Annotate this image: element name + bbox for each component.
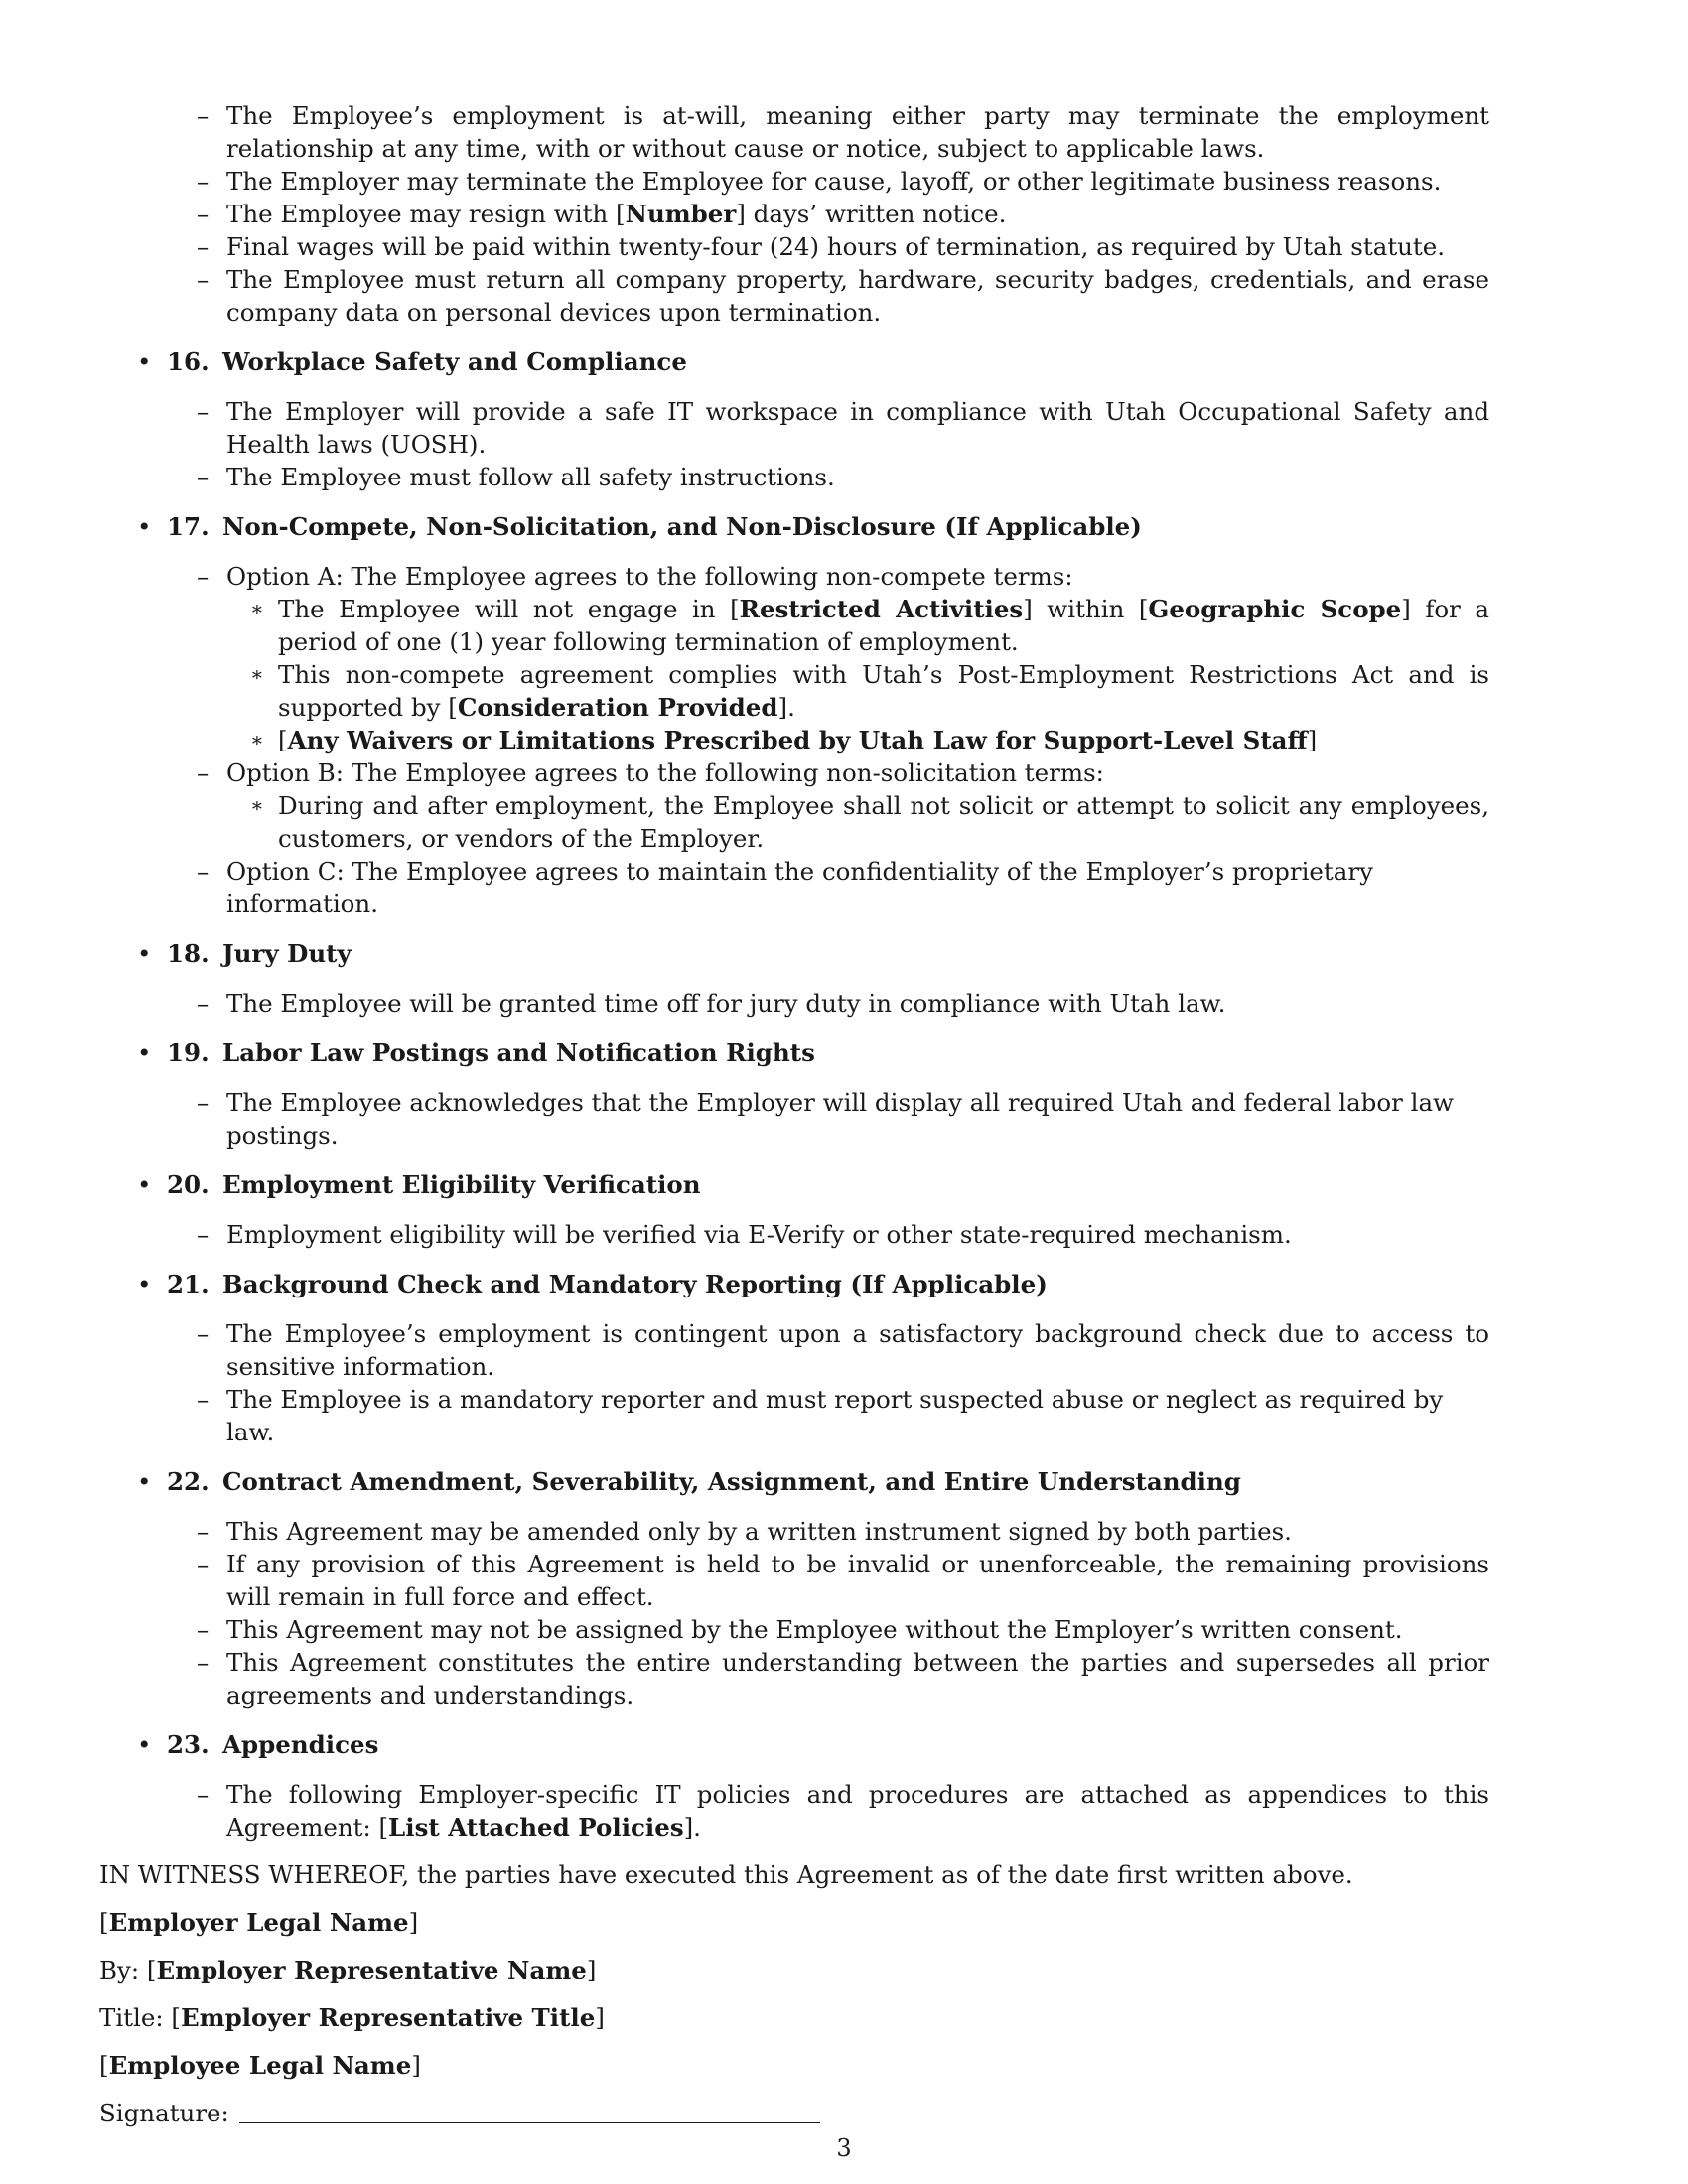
section-heading: • 22. Contract Amendment, Severability, Assignment, and Entire Understanding xyxy=(137,1467,1241,1496)
list-item: – The Employee must return all company property, hardware, security badges, credentials, and erase company data on personal devices upon termination. xyxy=(197,265,1489,327)
list-item: – The Employee is a mandatory reporter and must report suspected abuse or neglect as required by law. xyxy=(197,1385,1444,1446)
section-heading: • 19. Labor Law Postings and Notification Rights xyxy=(137,1038,815,1067)
item-text: The Employer will provide a safe IT workspace in compliance with Utah Occupational Safety and Health laws (UOSH). xyxy=(226,397,1489,459)
title-label: Title: xyxy=(99,2003,164,2032)
item-text: Option C: The Employee agrees to maintain the confidentiality of the Employer’s proprietary information. xyxy=(226,857,1373,918)
list-item: – Final wages will be paid within twenty-four (24) hours of termination, as required by Utah statute. xyxy=(197,232,1446,261)
section-number: 16. xyxy=(167,347,210,376)
employer-name-line: [Employer Legal Name] xyxy=(99,1908,419,1937)
sub-list-item: ∗ [Any Waivers or Limitations Prescribed by Utah Law for Support-Level Staff] xyxy=(250,726,1318,754)
item-text: This non-compete agreement complies with Utah’s Post-Employment Restrictions Act and is supported by [ xyxy=(278,660,1489,722)
placeholder-field: Employee Legal Name xyxy=(108,2051,412,2080)
section-heading: • 21. Background Check and Mandatory Reporting (If Applicable) xyxy=(137,1270,1048,1298)
list-item: – The following Employer-specific IT policies and procedures are attached as appendices to this Agreement: [List Attached Policies]. xyxy=(197,1780,1489,1842)
by-line: By: [Employer Representative Name] xyxy=(99,1956,597,1984)
signature-line xyxy=(99,2097,1589,2129)
item-text: This Agreement may not be assigned by the Employee without the Employer’s written consent. xyxy=(226,1615,1403,1644)
section-heading: • 23. Appendices xyxy=(137,1730,379,1759)
item-text: The following Employer-specific IT policies and procedures are attached as appendices to this Agreement: [ xyxy=(226,1780,1489,1842)
section-number: 21. xyxy=(167,1270,210,1298)
section-number: 22. xyxy=(167,1467,210,1496)
section-title: Labor Law Postings and Notification Rights xyxy=(222,1038,815,1067)
item-text: This Agreement constitutes the entire understanding between the parties and supersedes all prior agreements and understandings. xyxy=(226,1648,1489,1709)
section-heading: • 20. Employment Eligibility Verification xyxy=(137,1170,701,1199)
item-text: Option B: The Employee agrees to the following non-solicitation terms: xyxy=(226,758,1104,787)
section-number: 18. xyxy=(167,939,210,968)
item-text: The Employee may resign with [ xyxy=(226,200,626,228)
list-item: – The Employee’s employment is at-will, meaning either party may terminate the employment relationship at any time, with or without cause or notice, subject to applicable laws. xyxy=(197,101,1489,163)
placeholder-field: Consideration Provided xyxy=(457,693,778,722)
list-item: – The Employee must follow all safety instructions. xyxy=(197,463,835,491)
list-item: – The Employee’s employment is contingent upon a satisfactory background check due to access to sensitive information. xyxy=(197,1319,1489,1381)
item-text: The Employee must return all company property, hardware, security badges, credentials, and erase company data on personal devices upon termination. xyxy=(226,265,1489,327)
placeholder-field: Geographic Scope xyxy=(1148,595,1402,623)
sub-list-item: ∗ The Employee will not engage in [Restricted Activities] within [Geographic Scope] for a period of one (1) year following termination of employment. xyxy=(250,595,1489,656)
section-heading: • 16. Workplace Safety and Compliance xyxy=(137,347,687,376)
list-item: – This Agreement may not be assigned by the Employee without the Employer’s written consent. xyxy=(197,1615,1403,1644)
placeholder-field: Restricted Activities xyxy=(739,595,1024,623)
list-item: – The Employer will provide a safe IT workspace in compliance with Utah Occupational Safety and Health laws (UOSH). xyxy=(197,397,1489,459)
placeholder-field: List Attached Policies xyxy=(388,1813,684,1842)
witness-statement: IN WITNESS WHEREOF, the parties have executed this Agreement as of the date first written above. xyxy=(99,1860,1353,1889)
section-number: 20. xyxy=(167,1170,210,1199)
item-text: The Employer may terminate the Employee for cause, layoff, or other legitimate business reasons. xyxy=(226,167,1442,196)
list-item: – If any provision of this Agreement is held to be invalid or unenforceable, the remaining provisions will remain in full force and effect. xyxy=(197,1550,1489,1611)
list-item: – The Employer may terminate the Employee for cause, layoff, or other legitimate business reasons. xyxy=(197,167,1442,196)
section-title: Background Check and Mandatory Reporting (If Applicable) xyxy=(222,1270,1048,1298)
section-title: Employment Eligibility Verification xyxy=(222,1170,701,1199)
employee-name-line: [Employee Legal Name] xyxy=(99,2051,421,2080)
section-heading: • 17. Non-Compete, Non-Solicitation, and Non-Disclosure (If Applicable) xyxy=(137,512,1142,541)
section-number: 19. xyxy=(167,1038,210,1067)
item-text: Final wages will be paid within twenty-four (24) hours of termination, as required by Utah statute. xyxy=(226,232,1446,261)
by-label: By: xyxy=(99,1956,140,1984)
placeholder-field: Employer Legal Name xyxy=(108,1908,409,1937)
item-text: This Agreement may be amended only by a written instrument signed by both parties. xyxy=(226,1517,1292,1546)
placeholder-field: Employer Representative Name xyxy=(156,1956,587,1984)
sub-list-item: ∗ During and after employment, the Employee shall not solicit or attempt to solicit any employees, customers, or vendors of the Employer. xyxy=(250,791,1489,853)
section-title: Contract Amendment, Severability, Assignment, and Entire Understanding xyxy=(222,1467,1241,1496)
signature-field[interactable] xyxy=(239,2097,820,2123)
item-text: The Employee will be granted time off for jury duty in compliance with Utah law. xyxy=(226,989,1226,1018)
section-number: 17. xyxy=(167,512,210,541)
list-item: – The Employee may resign with [Number] days’ written notice. xyxy=(197,200,1007,228)
item-text: The Employee’s employment is at-will, meaning either party may terminate the employment relationship at any time, with or without cause or notice, subject to applicable laws. xyxy=(226,101,1489,163)
page-number: 3 xyxy=(836,2134,852,2162)
item-text: Option A: The Employee agrees to the following non-compete terms: xyxy=(226,562,1073,591)
item-text: If any provision of this Agreement is held to be invalid or unenforceable, the remaining provisions will remain in full force and effect. xyxy=(226,1550,1489,1611)
signature-label: Signature: xyxy=(99,2099,229,2127)
section-title: Appendices xyxy=(222,1730,379,1759)
list-item: – Option B: The Employee agrees to the following non-solicitation terms: xyxy=(197,758,1104,787)
placeholder-field: Any Waivers or Limitations Prescribed by Utah Law for Support-Level Staff xyxy=(287,726,1308,754)
document-page xyxy=(99,99,1589,2129)
title-line: Title: [Employer Representative Title] xyxy=(99,2003,605,2032)
section-number: 23. xyxy=(167,1730,210,1759)
list-item: – The Employee acknowledges that the Employer will display all required Utah and federal labor law postings. xyxy=(197,1088,1455,1150)
item-text: ]. xyxy=(683,1813,701,1842)
item-text: ] within [ xyxy=(1023,595,1149,623)
sub-list-item: ∗ This non-compete agreement complies with Utah’s Post-Employment Restrictions Act and is supported by [Consideration Provided]. xyxy=(250,660,1489,722)
item-text: The Employee’s employment is contingent upon a satisfactory background check due to access to sensitive information. xyxy=(226,1319,1489,1381)
placeholder-field: Number xyxy=(625,200,737,228)
item-text: The Employee acknowledges that the Employer will display all required Utah and federal labor law postings. xyxy=(226,1088,1455,1150)
list-item: – This Agreement may be amended only by a written instrument signed by both parties. xyxy=(197,1517,1292,1546)
item-text: The Employee must follow all safety instructions. xyxy=(226,463,835,491)
section-heading: • 18. Jury Duty xyxy=(137,939,352,968)
item-text: During and after employment, the Employee shall not solicit or attempt to solicit any employees, customers, or vendors of the Employer. xyxy=(278,791,1489,853)
item-text: The Employee will not engage in [ xyxy=(278,595,740,623)
list-item: – This Agreement constitutes the entire understanding between the parties and supersedes all prior agreements and understandings. xyxy=(197,1648,1489,1709)
placeholder-field: Employer Representative Title xyxy=(180,2003,596,2032)
item-text: ] for a period of one (1) year following termination of employment. xyxy=(278,595,1489,656)
list-item: – Employment eligibility will be verified via E-Verify or other state-required mechanism. xyxy=(197,1220,1292,1249)
list-item: – Option C: The Employee agrees to maintain the confidentiality of the Employer’s proprietary information. xyxy=(197,857,1373,918)
item-text: The Employee is a mandatory reporter and must report suspected abuse or neglect as required by law. xyxy=(226,1385,1444,1446)
list-item: – Option A: The Employee agrees to the following non-compete terms: xyxy=(197,562,1073,591)
section-title: Non-Compete, Non-Solicitation, and Non-Disclosure (If Applicable) xyxy=(222,512,1142,541)
item-text: ] days’ written notice. xyxy=(736,200,1007,228)
section-title: Jury Duty xyxy=(222,939,352,968)
item-text: Employment eligibility will be verified via E-Verify or other state-required mechanism. xyxy=(226,1220,1292,1249)
list-item: – The Employee will be granted time off for jury duty in compliance with Utah law. xyxy=(197,989,1226,1018)
item-text: ]. xyxy=(777,693,795,722)
section-title: Workplace Safety and Compliance xyxy=(222,347,687,376)
